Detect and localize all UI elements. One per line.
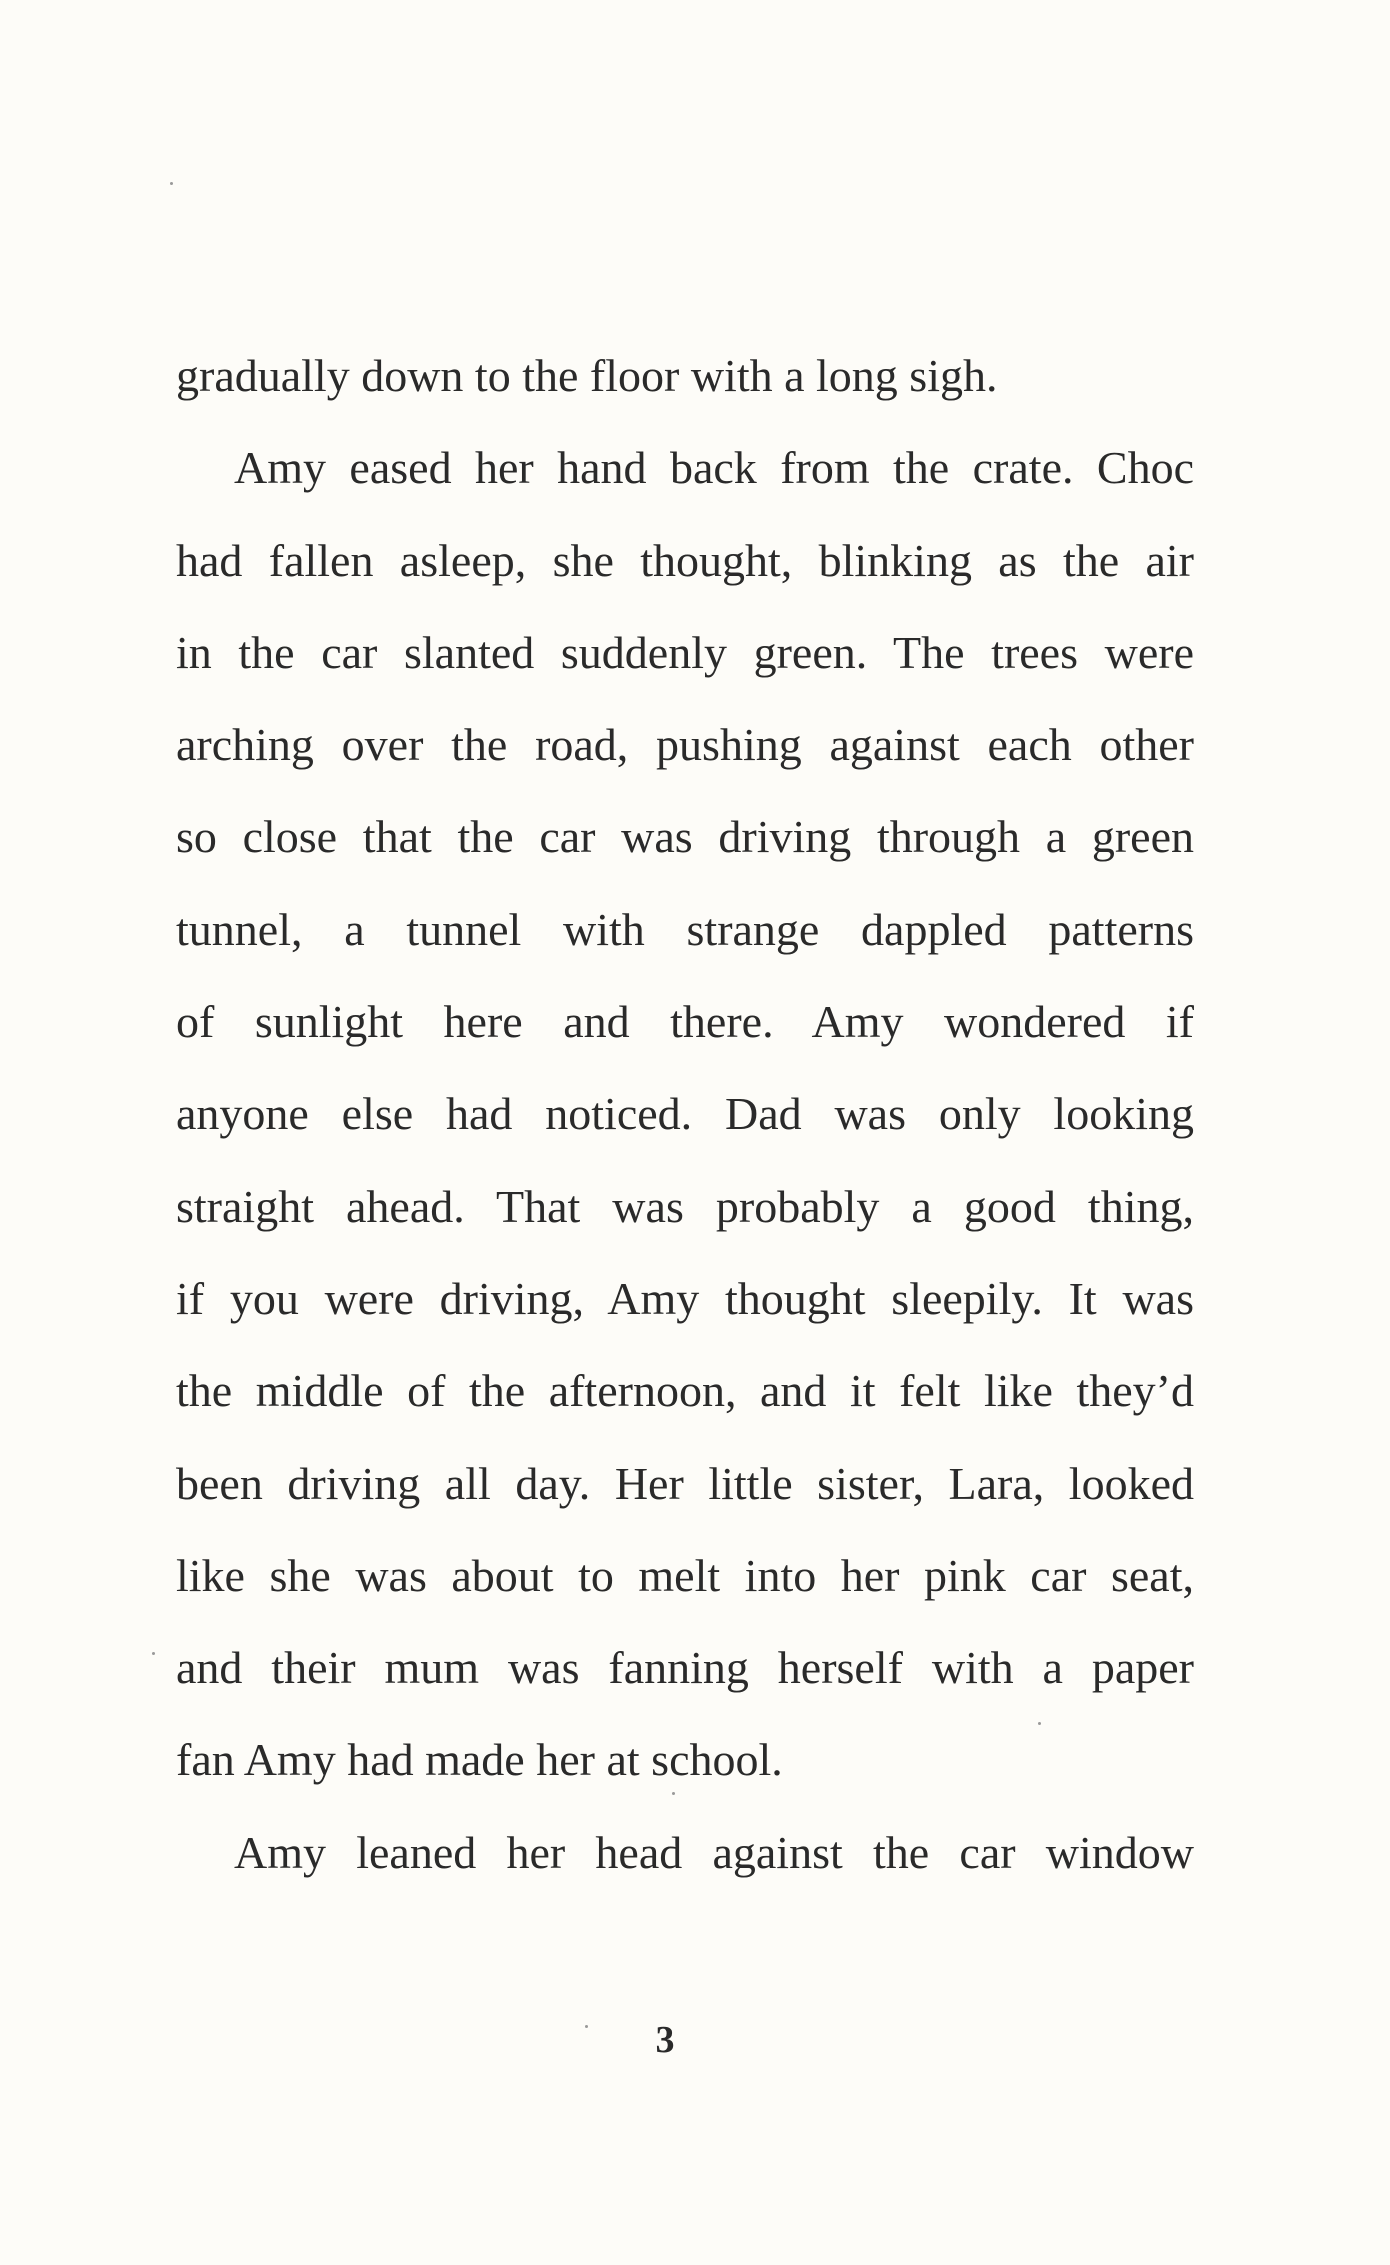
paper-speck <box>585 2025 588 2028</box>
text-line: tunnel, a tunnel with strange dappled patterns <box>176 903 1194 955</box>
text-line: straight ahead. That was probably a good thing, <box>176 1180 1194 1232</box>
page-number: 3 <box>655 2019 675 2061</box>
text-line: Amy leaned her head against the car window <box>234 1826 1194 1878</box>
text-line: fan Amy had made her at school. <box>176 1734 783 1786</box>
text-line: like she was about to melt into her pink car seat, <box>176 1549 1194 1601</box>
text-line: been driving all day. Her little sister, Lara, looked <box>176 1457 1194 1509</box>
text-line: had fallen asleep, she thought, blinking as the air <box>176 534 1194 586</box>
paper-speck <box>1038 1722 1041 1725</box>
body-text <box>176 330 1194 1899</box>
paper-speck <box>672 1792 675 1795</box>
text-line: Amy eased her hand back from the crate. Choc <box>234 442 1194 494</box>
text-line: and their mum was fanning herself with a paper <box>176 1642 1194 1694</box>
text-line: gradually down to the floor with a long sigh. <box>176 350 998 401</box>
paper-speck <box>170 182 173 185</box>
paper-speck <box>152 1652 155 1655</box>
text-line: so close that the car was driving through a green <box>176 811 1194 863</box>
text-line: if you were driving, Amy thought sleepily. It was <box>176 1272 1194 1324</box>
text-line: the middle of the afternoon, and it felt like they’d <box>176 1365 1194 1417</box>
text-line: in the car slanted suddenly green. The trees were <box>176 626 1194 678</box>
text-line: arching over the road, pushing against each other <box>176 719 1194 771</box>
text-line: of sunlight here and there. Amy wondered if <box>176 996 1194 1048</box>
text-line: anyone else had noticed. Dad was only looking <box>176 1088 1194 1140</box>
